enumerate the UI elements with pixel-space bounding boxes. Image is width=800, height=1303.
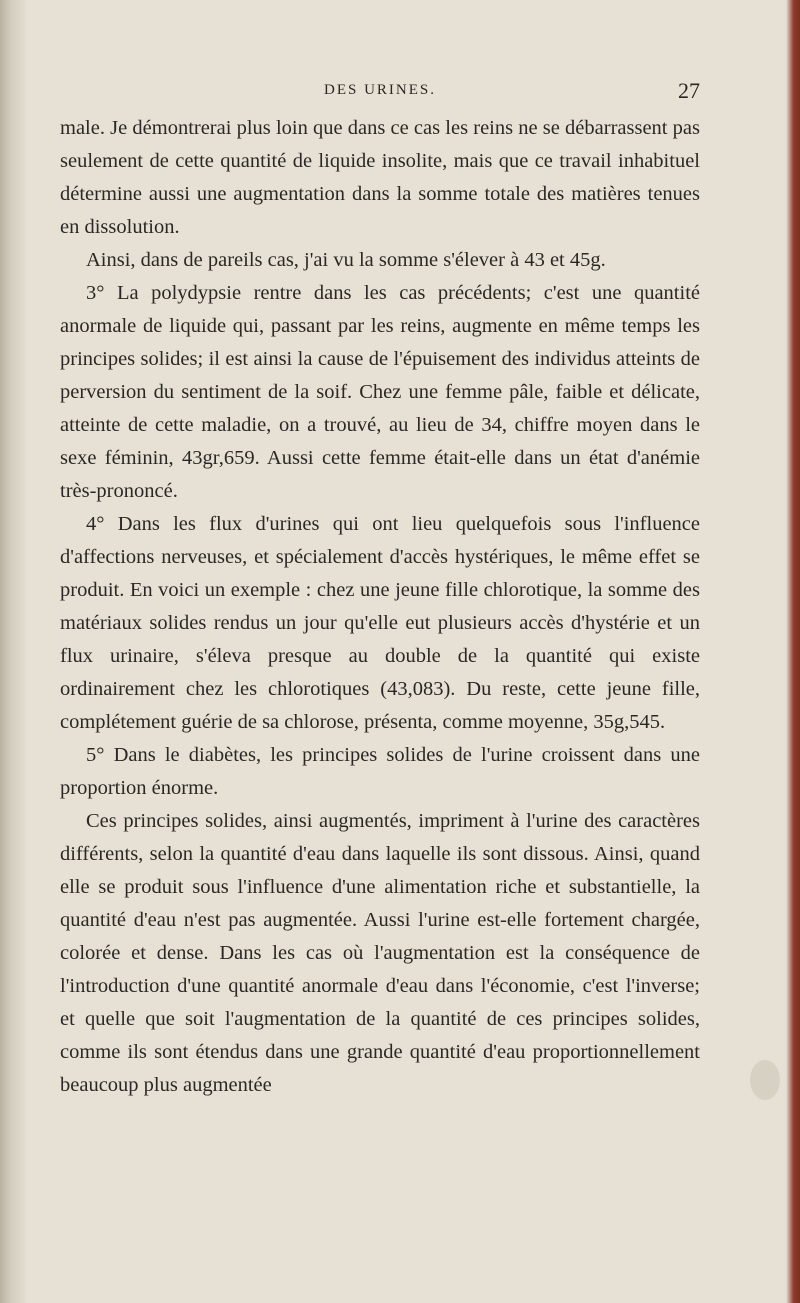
page-gutter	[0, 0, 26, 1303]
body-text	[60, 112, 700, 1102]
running-head	[60, 78, 700, 108]
page-edge	[786, 0, 800, 1303]
paragraph: Ainsi, dans de pareils cas, j'ai vu la somme s'élever à 43 et 45g.	[86, 249, 606, 271]
paragraph: male. Je démontrerai plus loin que dans ce cas les reins ne se débarrassent pas seulement de cette quantité de liquide insolite, mais que ce travail inhabituel détermine aussi une augmentation dans la somme totale des matières tenues en dissolution.	[60, 117, 700, 238]
paper-stain	[750, 1060, 780, 1100]
page-number: 27	[678, 78, 700, 103]
paragraph: 3° La polydypsie rentre dans les cas précédents; c'est une quantité anormale de liquide qui, passant par les reins, augmente en même temps les principes solides; il est ainsi la cause de l'épuisement des individus atteints de perversion du sentiment de la soif. Chez une femme pâle, faible et délicate, atteinte de cette maladie, on a trouvé, au lieu de 34, chiffre moyen dans le sexe féminin, 43gr,659. Aussi cette femme était-elle dans un état d'anémie très-prononcé.	[60, 282, 700, 502]
paragraph: 5° Dans le diabètes, les principes solides de l'urine croissent dans une proportion énorme.	[60, 744, 700, 799]
paragraph: Ces principes solides, ainsi augmentés, impriment à l'urine des caractères différents, selon la quantité d'eau dans laquelle ils sont dissous. Ainsi, quand elle se produit sous l'influence d'une alimentation riche et substantielle, la quantité d'eau n'est pas augmentée. Aussi l'urine est-elle fortement chargée, colorée et dense. Dans les cas où l'augmentation est la conséquence de l'introduction d'une quantité anormale d'eau dans l'économie, c'est l'inverse; et quelle que soit l'augmentation de la quantité de ces principes solides, comme ils sont étendus dans une grande quantité d'eau proportionnellement beaucoup plus augmentée	[60, 810, 700, 1096]
paragraph: 4° Dans les flux d'urines qui ont lieu quelquefois sous l'influence d'affections nerveuses, et spécialement d'accès hystériques, le même effet se produit. En voici un exemple : chez une jeune fille chlorotique, la somme des matériaux solides rendus un jour qu'elle eut plusieurs accès d'hystérie et un flux urinaire, s'éleva presque au double de la quantité qui existe ordinairement chez les chlorotiques (43,083). Du reste, cette jeune fille, complétement guérie de sa chlorose, présenta, comme moyenne, 35g,545.	[60, 513, 700, 733]
running-title: DES URINES.	[323, 82, 436, 98]
